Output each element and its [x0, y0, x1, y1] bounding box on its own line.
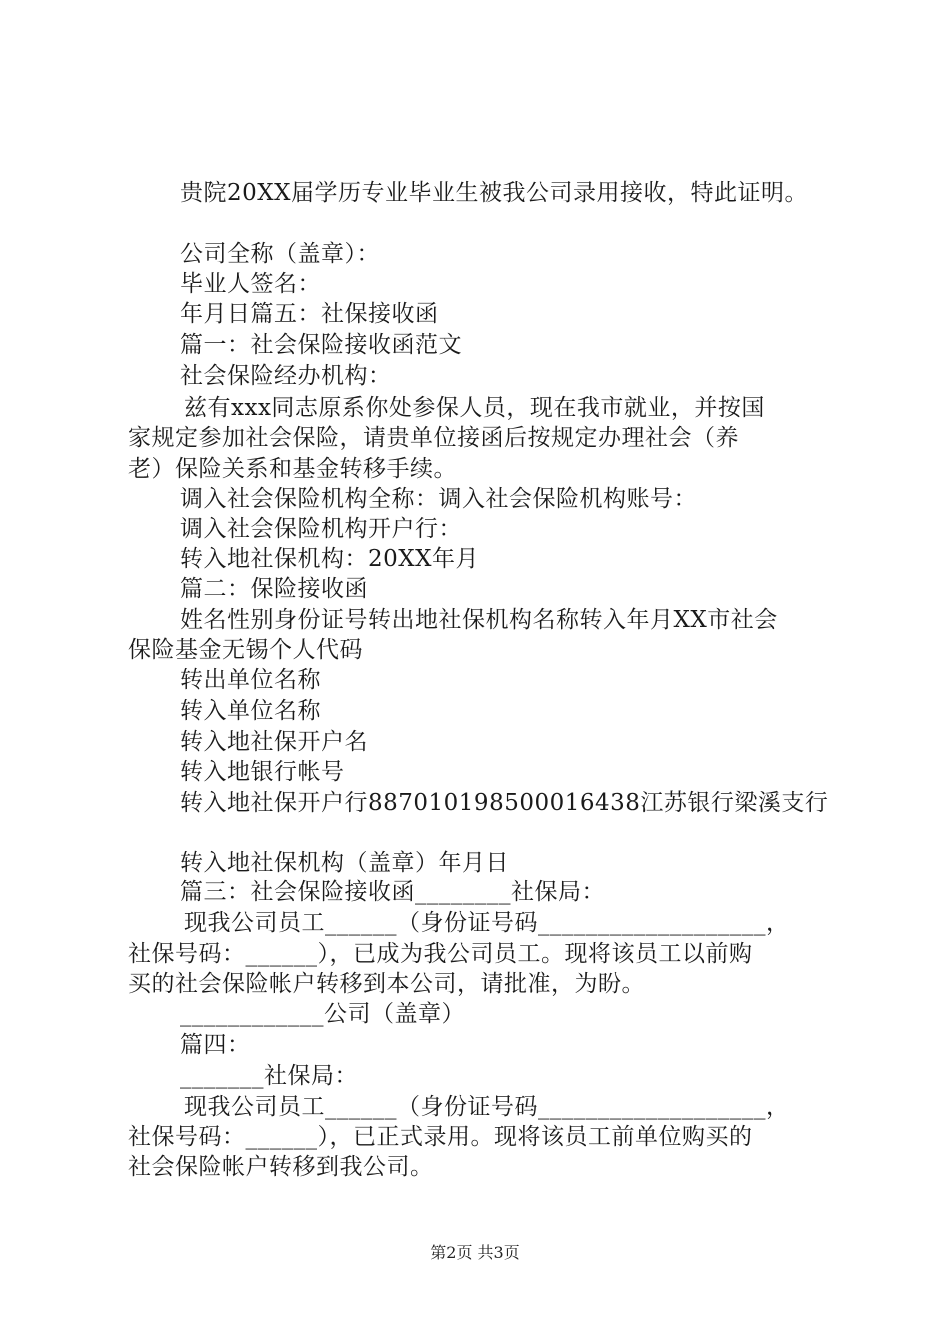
- text-line: 转入单位名称: [180, 698, 321, 724]
- text-line: 现我公司员工______（身份证号码___________________，: [184, 910, 790, 936]
- text-line: 社会保险经办机构：: [180, 363, 392, 389]
- text-line: 毕业人签名：: [180, 271, 321, 297]
- text-line: 转入地社保开户名: [180, 729, 368, 755]
- text-line: 买的社会保险帐户转移到本公司，请批准，为盼。: [128, 971, 645, 997]
- text-line: 篇二：保险接收函: [180, 576, 368, 602]
- text-line: 公司全称（盖章）：: [180, 241, 380, 267]
- text-line: 社保号码：______），已成为我公司员工。现将该员工以前购: [128, 941, 753, 967]
- text-line: 转入地社保机构（盖章）年月日: [180, 850, 509, 876]
- text-line: 篇一：社会保险接收函范文: [180, 332, 462, 358]
- text-line: 转出单位名称: [180, 667, 321, 693]
- text-line: 贵院20XX届学历专业毕业生被我公司录用接收，特此证明。: [180, 180, 809, 206]
- text-line: 现我公司员工______（身份证号码___________________，: [184, 1094, 790, 1120]
- text-line: 社会保险帐户转移到我公司。: [128, 1154, 434, 1180]
- text-line: 调入社会保险机构开户行：: [180, 516, 462, 542]
- text-line: 转入地社保开户行887010198500016438江苏银行梁溪支行: [180, 790, 829, 816]
- text-line: 转入地社保机构：20XX年月: [180, 546, 480, 572]
- text-line: 姓名性别身份证号转出地社保机构名称转入年月XX市社会: [180, 607, 778, 633]
- page-footer: 第2页 共3页: [430, 1243, 520, 1262]
- text-line: 保险基金无锡个人代码: [128, 637, 363, 663]
- text-line: ____________公司（盖章）: [180, 1001, 465, 1027]
- text-line: 老）保险关系和基金转移手续。: [128, 456, 457, 482]
- text-line: 兹有xxx同志原系你处参保人员，现在我市就业，并按国: [184, 395, 765, 421]
- text-line: _______社保局：: [180, 1063, 358, 1089]
- text-line: 篇三：社会保险接收函________社保局：: [180, 879, 605, 905]
- text-line: 篇四：: [180, 1032, 251, 1058]
- text-line: 年月日篇五：社保接收函: [180, 301, 439, 327]
- text-line: 转入地银行帐号: [180, 759, 345, 785]
- text-line: 调入社会保险机构全称：调入社会保险机构账号：: [180, 486, 697, 512]
- text-line: 家规定参加社会保险，请贵单位接函后按规定办理社会（养: [128, 425, 739, 451]
- text-line: 社保号码：______），已正式录用。现将该员工前单位购买的: [128, 1124, 753, 1150]
